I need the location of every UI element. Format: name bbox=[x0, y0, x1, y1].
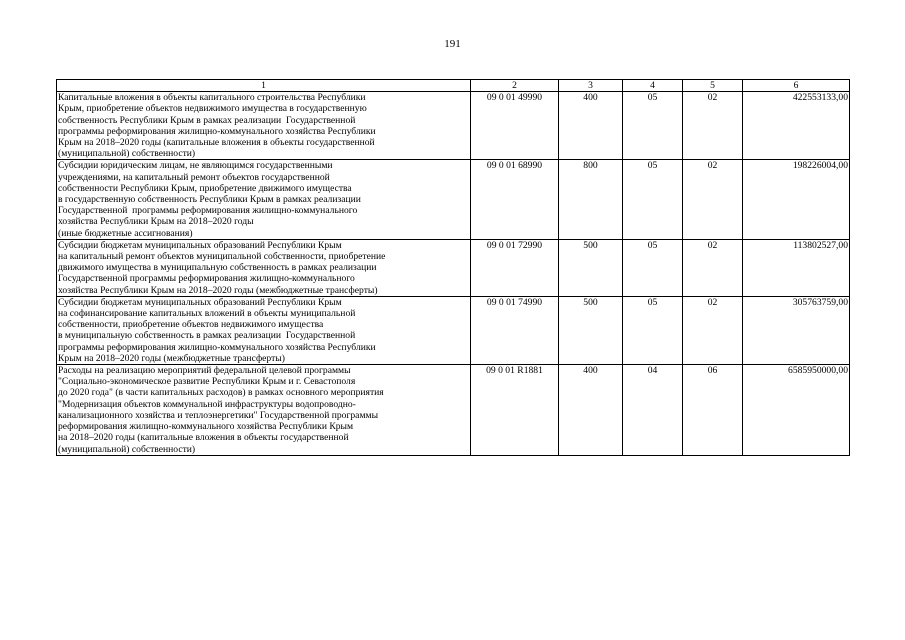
row-subsection: 06 bbox=[683, 365, 743, 456]
row-description: Капитальные вложения в объекты капитального строительства Республики Крым, приобретение объектов недвижимого имущества в государственную собственность Республики Крым в рамках реализации Государственной программы реформирования жилищно-коммунального хозяйства Республики Крым на 2018–2020 годы (капитальные вложения в объекты государственной (муниципальной) собственности) bbox=[57, 92, 471, 160]
row-target-code: 09 0 01 68990 bbox=[471, 160, 559, 239]
budget-table bbox=[56, 79, 850, 456]
row-description: Субсидии бюджетам муниципальных образований Республики Крым на капитальный ремонт объектов муниципальной собственности, приобретение движимого имущества в муниципальную собственность в рамках реализации Государственной программы реформирования жилищно-коммунального хозяйства Республики Крым на 2018–2020 годы (межбюджетные трансферты) bbox=[57, 239, 471, 296]
row-subsection: 02 bbox=[683, 92, 743, 160]
column-header-5: 5 bbox=[683, 80, 743, 92]
row-section: 04 bbox=[623, 365, 683, 456]
row-target-code: 09 0 01 74990 bbox=[471, 296, 559, 364]
column-header-6: 6 bbox=[743, 80, 850, 92]
table-row bbox=[57, 239, 850, 296]
row-amount: 6585950000,00 bbox=[743, 365, 850, 456]
row-amount: 198226004,00 bbox=[743, 160, 850, 239]
row-description: Субсидии юридическим лицам, не являющимся государственными учреждениями, на капитальный ремонт объектов государственной собственности Республики Крым, приобретение движимого имущества в государственную собственность Республики Крым в рамках реализации Государственной программы реформирования жилищно-коммунального хозяйства Республики Крым на 2018–2020 годы (иные бюджетные ассигнования) bbox=[57, 160, 471, 239]
table-row bbox=[57, 365, 850, 456]
column-header-4: 4 bbox=[623, 80, 683, 92]
row-description: Расходы на реализацию мероприятий федеральной целевой программы "Социально-экономическое развитие Республики Крым и г. Севастополя до 2020 года" (в части капитальных расходов) в рамках основного мероприятия "Модернизация объектов коммунальной инфраструктуры водопроводно- канализационного хозяйства и теплоэнергетики" Государственной программы реформирования жилищно-коммунального хозяйства Республики Крым на 2018–2020 годы (капитальные вложения в объекты государственной (муниципальной) собственности) bbox=[57, 365, 471, 456]
row-expense-type: 800 bbox=[559, 160, 623, 239]
row-amount: 422553133,00 bbox=[743, 92, 850, 160]
row-subsection: 02 bbox=[683, 160, 743, 239]
row-subsection: 02 bbox=[683, 239, 743, 296]
row-expense-type: 400 bbox=[559, 365, 623, 456]
row-target-code: 09 0 01 R1881 bbox=[471, 365, 559, 456]
row-expense-type: 500 bbox=[559, 239, 623, 296]
row-expense-type: 400 bbox=[559, 92, 623, 160]
row-description: Субсидии бюджетам муниципальных образований Республики Крым на софинансирование капитальных вложений в объекты муниципальной собственности, приобретение объектов недвижимого имущества в муниципальную собственность в рамках реализации Государственной программы реформирования жилищно-коммунального хозяйства Республики Крым на 2018–2020 годы (межбюджетные трансферты) bbox=[57, 296, 471, 364]
column-header-2: 2 bbox=[471, 80, 559, 92]
row-expense-type: 500 bbox=[559, 296, 623, 364]
row-target-code: 09 0 01 49990 bbox=[471, 92, 559, 160]
row-subsection: 02 bbox=[683, 296, 743, 364]
table-row bbox=[57, 296, 850, 364]
table-row bbox=[57, 160, 850, 239]
table-row bbox=[57, 92, 850, 160]
row-section: 05 bbox=[623, 92, 683, 160]
column-header-1: 1 bbox=[57, 80, 471, 92]
row-section: 05 bbox=[623, 160, 683, 239]
row-section: 05 bbox=[623, 239, 683, 296]
row-target-code: 09 0 01 72990 bbox=[471, 239, 559, 296]
table-header-row bbox=[57, 80, 850, 92]
column-header-3: 3 bbox=[559, 80, 623, 92]
page-number: 191 bbox=[444, 38, 461, 50]
row-amount: 113802527,00 bbox=[743, 239, 850, 296]
row-amount: 305763759,00 bbox=[743, 296, 850, 364]
row-section: 05 bbox=[623, 296, 683, 364]
